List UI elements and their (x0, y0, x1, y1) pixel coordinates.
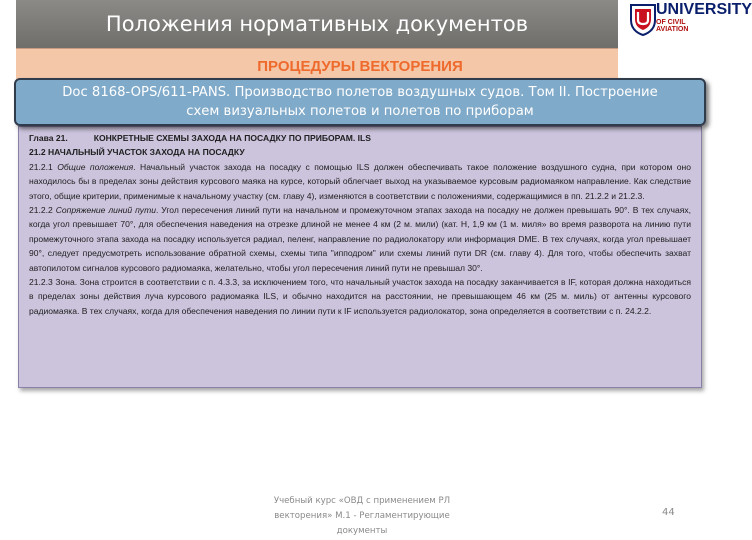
slide-subtitle: ПРОЦЕДУРЫ ВЕКТОРЕНИЯ (257, 58, 463, 75)
slide-title: Положения нормативных документов (105, 12, 529, 36)
paragraph-21-2-3 (29, 275, 691, 318)
footer-course-name (252, 494, 472, 539)
section-heading: 21.2 НАЧАЛЬНЫЙ УЧАСТОК ЗАХОДА НА ПОСАДКУ (29, 147, 245, 158)
logo-emblem-icon (628, 2, 658, 36)
paragraph-italic-title: Общие положения (57, 161, 134, 172)
paragraph-21-2-1 (29, 160, 691, 203)
paragraph-text: . Начальный участок захода на посадку с помощью ILS должен обеспечивать такое положение воздушного судна, при котором оно находилось бы в пределах зоны действия курсового маяка на курсе, который облегчает выход на указываемое курсовым радиомаяком направление. Как следствие этого, общие критерии, применимые к начальному участку (см. главу 4), изменяются в соответствии с положениями, содержащимися в пп. 21.2.2 и 21.2.3. (29, 161, 691, 201)
chapter-label: Глава 21. (29, 133, 68, 143)
document-reference-line-1: Doc 8168-OPS/611-PANS. Производство полетов воздушных судов. Том II. Построение (62, 85, 658, 100)
document-reference-box (14, 78, 706, 126)
university-logo (628, 1, 752, 38)
paragraph-text: . Угол пересечения линий пути на начальном и промежуточном этапах захода на посадку не должен превышать 90°. В тех случаях, когда угол превышает 70°, для обеспечения наведения на отрезке длиной не менее 4 км (2 м. мили) (кат. Н, 1,9 км (1 м. миля» во время разворота на линию пути промежуточного этапа захода на посадку используется радиал, пеленг, направление по радиолокатору или информация DME. В тех случаях, когда угол превышает 90°, следует предусмотреть использование обратной схемы, схемы типа "ипподром" или схемы линий пути DR (см. главу 4). Для того, чтобы обеспечить захват автопилотом сигналов курсового радиомаяка, желательно, чтобы угол пересечения линий пути не превышал 30°. (29, 205, 691, 273)
paragraph-number: 21.2.1 (29, 161, 53, 172)
paragraph-number: 21.2.2 (29, 205, 53, 216)
chapter-title: КОНКРЕТНЫЕ СХЕМЫ ЗАХОДА НА ПОСАДКУ ПО ПРИБОРАМ. ILS (93, 133, 371, 143)
footer-line-2: векторения» М.1 - Регламентирующие (274, 511, 450, 521)
paragraph-21-2-2 (29, 203, 691, 275)
logo-line-2: OF CIVIL AVIATION (656, 19, 689, 33)
footer-line-1: Учебный курс «ОВД с применением РЛ (273, 496, 451, 506)
logo-line-1: UNIVERSITY (656, 1, 752, 18)
paragraph-text: Зона. Зона строится в соответствии с п. 4.3.3, за исключением того, что начальный участок захода на посадку заканчивается в IF, которая должна находиться в пределах зоны действия луча курсового радиомаяка ILS, и обычно находится на расстоянии, не превышающем 46 км (25 м. миль) от антенны курсового радиомаяка. В тех случаях, когда для обеспечения наведения по линии пути к IF используется радиолокатор, зона определяется в соответствии с п. 24.2.2. (29, 277, 691, 316)
paragraph-number: 21.2.3 (29, 277, 53, 288)
document-reference-line-2: схем визуальных полетов и полетов по приборам (186, 104, 534, 119)
chapter-heading (29, 131, 691, 145)
slide-title-bar (16, 0, 618, 48)
page-number: 44 (662, 507, 675, 518)
footer-line-3: документы (336, 526, 388, 536)
paragraph-italic-title: Сопряжение линий пути (55, 205, 156, 216)
document-excerpt (18, 126, 702, 388)
